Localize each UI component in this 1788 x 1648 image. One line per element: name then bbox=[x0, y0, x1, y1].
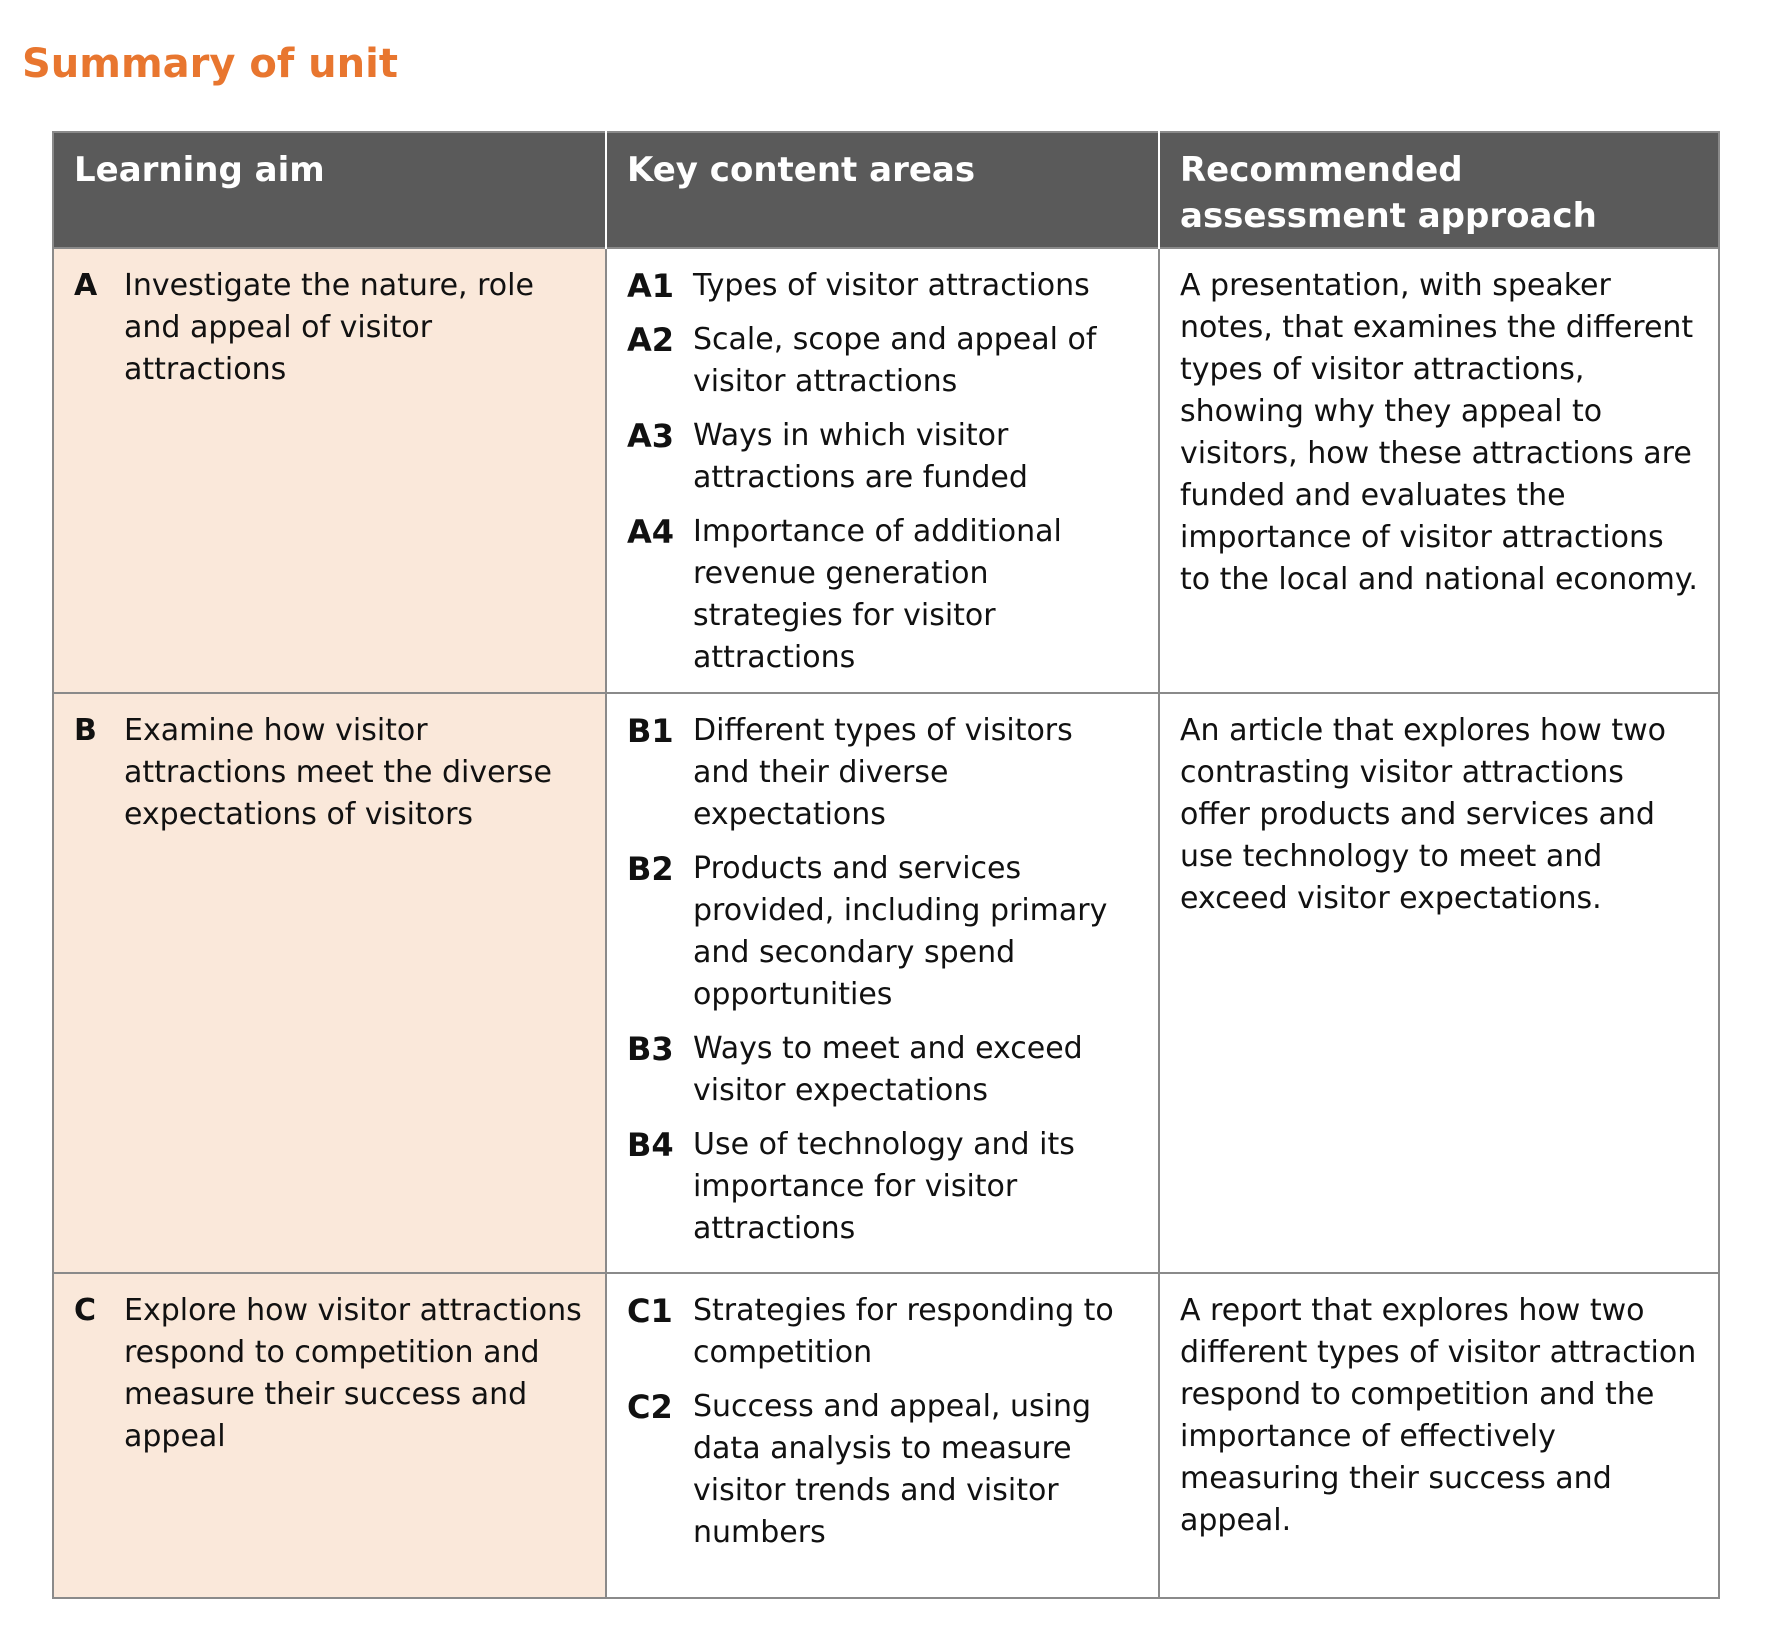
aim-text: Investigate the nature, role and appeal of visitor attractions bbox=[124, 268, 534, 387]
content-item bbox=[627, 511, 1138, 679]
content-code: A2 bbox=[627, 321, 675, 359]
content-item bbox=[627, 265, 1138, 307]
content-item bbox=[627, 1028, 1138, 1112]
key-content-cell bbox=[606, 1273, 1159, 1598]
content-text: Types of visitor attractions bbox=[693, 268, 1090, 303]
content-text: Ways in which visitor attractions are funded bbox=[693, 418, 1028, 495]
content-item bbox=[627, 415, 1138, 499]
content-code: A1 bbox=[627, 267, 675, 305]
header-learning-aim: Learning aim bbox=[53, 132, 606, 248]
content-item bbox=[627, 848, 1138, 1016]
learning-aim bbox=[74, 1290, 585, 1458]
content-text: Use of technology and its importance for visitor attractions bbox=[693, 1127, 1075, 1246]
learning-aim bbox=[74, 265, 585, 391]
content-item bbox=[627, 319, 1138, 403]
learning-aim-cell bbox=[53, 693, 606, 1273]
assessment-cell: A report that explores how two different types of visitor attraction respond to competition and the importance of effectively measuring their success and appeal. bbox=[1159, 1273, 1719, 1598]
content-text: Different types of visitors and their diverse expectations bbox=[693, 713, 1073, 832]
learning-aim-cell bbox=[53, 248, 606, 693]
header-row bbox=[53, 132, 1719, 248]
assessment-cell: A presentation, with speaker notes, that examines the different types of visitor attractions, showing why they appeal to visitors, how these attractions are funded and evaluates the importance of visitor attractions to the local and national economy. bbox=[1159, 248, 1719, 693]
content-item bbox=[627, 1290, 1138, 1374]
header-key-content-areas: Key content areas bbox=[606, 132, 1159, 248]
content-text: Importance of additional revenue generation strategies for visitor attractions bbox=[693, 514, 1062, 675]
content-text: Success and appeal, using data analysis to measure visitor trends and visitor numbers bbox=[693, 1389, 1092, 1550]
content-text: Strategies for responding to competition bbox=[693, 1293, 1114, 1370]
content-code: B4 bbox=[627, 1126, 674, 1164]
content-code: C2 bbox=[627, 1388, 673, 1426]
aim-text: Explore how visitor attractions respond to competition and measure their success and appeal bbox=[124, 1293, 582, 1454]
content-code: A4 bbox=[627, 513, 675, 551]
content-code: B3 bbox=[627, 1030, 674, 1068]
table-row bbox=[53, 1273, 1719, 1598]
aim-text: Examine how visitor attractions meet the diverse expectations of visitors bbox=[124, 713, 552, 832]
aim-letter: A bbox=[74, 268, 98, 303]
learning-aim bbox=[74, 710, 585, 836]
key-content-cell bbox=[606, 693, 1159, 1273]
table-row bbox=[53, 248, 1719, 693]
content-text: Ways to meet and exceed visitor expectations bbox=[693, 1031, 1083, 1108]
content-item bbox=[627, 1386, 1138, 1554]
aim-letter: B bbox=[74, 713, 97, 748]
content-code: B1 bbox=[627, 712, 674, 750]
content-text: Products and services provided, including primary and secondary spend opportunities bbox=[693, 851, 1108, 1012]
page-title: Summary of unit bbox=[22, 41, 398, 87]
content-item bbox=[627, 1124, 1138, 1250]
content-text: Scale, scope and appeal of visitor attractions bbox=[693, 322, 1097, 399]
header-assessment-approach: Recommended assessment approach bbox=[1159, 132, 1719, 248]
key-content-cell bbox=[606, 248, 1159, 693]
content-item bbox=[627, 710, 1138, 836]
content-code: C1 bbox=[627, 1292, 673, 1330]
assessment-cell: An article that explores how two contrasting visitor attractions offer products and services and use technology to meet and exceed visitor expectations. bbox=[1159, 693, 1719, 1273]
content-code: A3 bbox=[627, 417, 675, 455]
learning-aim-cell bbox=[53, 1273, 606, 1598]
table-row bbox=[53, 693, 1719, 1273]
aim-letter: C bbox=[74, 1293, 97, 1328]
summary-table bbox=[52, 131, 1720, 1599]
content-code: B2 bbox=[627, 850, 674, 888]
